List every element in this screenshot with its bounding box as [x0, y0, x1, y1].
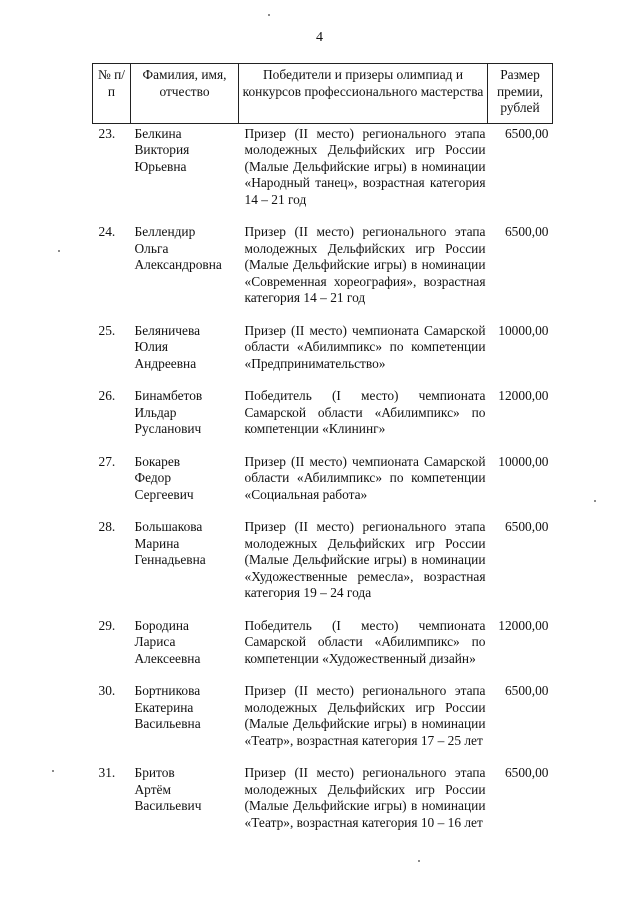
row-number: 31.	[98, 765, 116, 780]
person-name	[131, 123, 239, 224]
award-description: Призер (II место) регионального этапа молодежных Дельфийских игр России (Малые Дельфийские игры) в номинации «Современная хореография», возрастная категория 14 – 21 год	[244, 224, 486, 305]
name-patronymic: Васильевна	[134, 716, 201, 731]
person-name	[131, 765, 239, 847]
name-patronymic: Васильевич	[134, 798, 202, 813]
award-amount: 6500,00	[504, 519, 549, 534]
award-amount: 10000,00	[498, 453, 549, 469]
name-surname: Бритов	[134, 765, 175, 780]
name-patronymic: Сергеевич	[134, 486, 194, 502]
header-description: Победители и призеры олимпиад и конкурсов профессионального мастерства	[239, 64, 488, 124]
row-number: 29.	[98, 617, 116, 633]
person-name	[131, 224, 239, 323]
award-description: Призер (II место) регионального этапа молодежных Дельфийских игр России (Малые Дельфийские игры) в номинации «Театр», возрастная категория 10 – 16 лет	[244, 765, 486, 830]
scan-speck	[268, 14, 270, 16]
name-surname: Бокарев	[134, 453, 181, 469]
name-surname: Белкина	[134, 125, 182, 141]
award-amount: 6500,00	[504, 224, 549, 239]
name-patronymic: Юрьевна	[134, 158, 187, 174]
row-number: 30.	[98, 683, 116, 698]
award-description: Призер (II место) регионального этапа молодежных Дельфийских игр России (Малые Дельфийские игры) в номинации «Театр», возрастная категория 17 – 25 лет	[244, 683, 486, 748]
table-row	[93, 388, 553, 454]
table-row	[93, 323, 553, 389]
award-amount: 6500,00	[504, 683, 549, 698]
award-description: Призер (II место) регионального этапа молодежных Дельфийских игр России (Малые Дельфийские игры) в номинации «Художественные ремесла», возрастная категория 19 – 24 года	[244, 519, 486, 600]
table-row	[93, 454, 553, 520]
name-patronymic: Андреевна	[134, 355, 197, 371]
row-number: 23.	[98, 125, 116, 141]
name-surname: Беллендир	[134, 224, 196, 239]
name-surname: Большакова	[134, 519, 203, 534]
page-number: 4	[316, 30, 323, 45]
award-amount: 6500,00	[504, 765, 549, 780]
table-header-row	[93, 64, 553, 124]
scan-speck	[418, 860, 420, 862]
award-amount: 12000,00	[498, 617, 549, 633]
name-surname: Бородина	[134, 617, 189, 633]
name-first-name: Лариса	[134, 634, 176, 649]
award-amount: 10000,00	[498, 322, 549, 338]
row-number: 26.	[98, 388, 116, 403]
person-name	[131, 683, 239, 765]
award-amount: 6500,00	[504, 125, 549, 141]
person-name	[131, 323, 239, 389]
header-name: Фамилия, имя, отчество	[131, 64, 239, 124]
awards-table	[92, 63, 553, 847]
table-row	[93, 683, 553, 765]
person-name	[131, 618, 239, 684]
name-surname: Беляничева	[134, 322, 201, 338]
row-number: 27.	[98, 453, 116, 469]
name-first-name: Виктория	[134, 142, 190, 157]
person-name	[131, 388, 239, 454]
name-surname: Бортникова	[134, 683, 201, 698]
table-row	[93, 765, 553, 847]
award-description: Победитель (I место) чемпионата Самарской области «Абилимпикс» по компетенции «Художественный дизайн»	[244, 617, 486, 666]
name-first-name: Ильдар	[134, 404, 177, 420]
name-patronymic: Геннадьевна	[134, 552, 206, 567]
row-number: 28.	[98, 519, 116, 534]
table-row	[93, 224, 553, 323]
row-number: 25.	[98, 322, 116, 338]
award-description: Призер (II место) чемпионата Самарской области «Абилимпикс» по компетенции «Предпринимательство»	[244, 322, 486, 371]
scan-speck	[594, 500, 596, 502]
name-surname: Бинамбетов	[134, 388, 203, 403]
name-patronymic: Русланович	[134, 421, 202, 436]
person-name	[131, 454, 239, 520]
name-first-name: Ольга	[134, 240, 169, 256]
table-row	[93, 618, 553, 684]
name-patronymic: Александровна	[134, 257, 222, 272]
header-amount: Размер премии, рублей	[488, 64, 553, 124]
name-first-name: Юлия	[134, 339, 169, 354]
table-row	[93, 519, 553, 618]
header-num: № п/п	[93, 64, 131, 124]
award-amount: 12000,00	[498, 388, 549, 403]
table-row	[93, 123, 553, 224]
name-first-name: Марина	[134, 535, 180, 551]
award-description: Призер (II место) чемпионата Самарской области «Абилимпикс» по компетенции «Социальная работа»	[244, 453, 486, 502]
row-number: 24.	[98, 224, 116, 239]
scan-speck	[52, 770, 54, 772]
name-first-name: Артём	[134, 781, 171, 797]
award-description: Призер (II место) регионального этапа молодежных Дельфийских игр России (Малые Дельфийские игры) в номинации «Народный танец», возрастная категория 14 – 21 год	[244, 125, 486, 207]
name-first-name: Федор	[134, 470, 172, 485]
name-first-name: Екатерина	[134, 699, 194, 715]
name-patronymic: Алексеевна	[134, 650, 201, 666]
scan-speck	[58, 250, 60, 252]
award-description: Победитель (I место) чемпионата Самарской области «Абилимпикс» по компетенции «Клининг»	[244, 388, 486, 436]
person-name	[131, 519, 239, 618]
